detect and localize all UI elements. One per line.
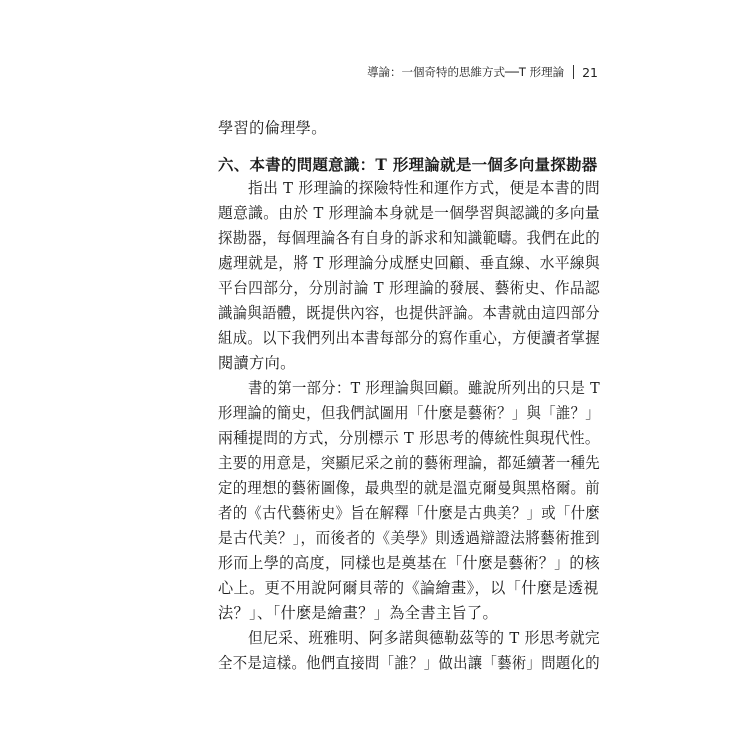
paragraph-line: 學習的倫理學。 — [218, 119, 327, 137]
paragraph-line: 題意識。由於 T 形理論本身就是一個學習與認識的多向量 — [218, 204, 601, 222]
paragraph-line: 全不是這樣。他們直接問「誰？」做出讓「藝術」問題化的 — [218, 654, 601, 672]
paragraph-line: 形理論的簡史，但我們試圖用「什麼是藝術？」與「誰？」 — [218, 404, 601, 422]
paragraph-line: 兩種提問的方式，分別標示 T 形思考的傳統性與現代性。 — [218, 429, 601, 447]
paragraph-line: 法？」、「什麼是繪畫？」為全書主旨了。 — [218, 604, 499, 622]
paragraph-line: 指出 T 形理論的探險特性和運作方式，便是本書的問 — [248, 179, 601, 197]
header-divider — [573, 65, 574, 79]
section-heading: 六、本書的問題意識：T 形理論就是一個多向量探勘器 — [218, 156, 598, 174]
paragraph-line: 是古代美？」，而後者的《美學》則透過辯證法將藝術推到 — [218, 529, 600, 547]
paragraph-line: 平台四部分，分別討論 T 形理論的發展、藝術史、作品認 — [218, 279, 601, 297]
paragraph-line: 書的第一部分：T 形理論與回顧。雖說所列出的只是 T — [248, 379, 600, 397]
paragraph-line: 心上。更不用說阿爾貝蒂的《論繪畫》，以「什麼是透視 — [218, 579, 599, 597]
paragraph-line: 主要的用意是，突顯尼采之前的藝術理論，都延續著一種先 — [218, 454, 601, 472]
paragraph-line: 閱讀方向。 — [218, 354, 296, 372]
paragraph-line: 識論與語體，既提供內容，也提供評論。本書就由這四部分 — [218, 304, 601, 322]
paragraph-line: 者的《古代藝術史》旨在解釋「什麼是古典美？」或「什麼 — [218, 504, 601, 522]
running-title: 導論：一個奇特的思維方式──T 形理論 — [367, 65, 565, 79]
paragraph-line: 定的理想的藝術圖像，最典型的就是溫克爾曼與黑格爾。前 — [218, 479, 601, 497]
paragraph-line: 但尼采、班雅明、阿多諾與德勒茲等的 T 形思考就完 — [248, 629, 601, 647]
paragraph-line: 組成。以下我們列出本書每部分的寫作重心，方便讀者掌握 — [218, 329, 601, 347]
page-number: 21 — [582, 64, 598, 80]
paragraph-line: 處理就是，將 T 形理論分成歷史回顧、垂直線、水平線與 — [218, 254, 601, 272]
paragraph-line: 探勘器，每個理論各有自身的訴求和知識範疇。我們在此的 — [218, 229, 601, 247]
running-header — [367, 62, 598, 82]
paragraph-line: 形而上學的高度，同樣也是奠基在「什麼是藝術？」的核 — [218, 554, 600, 572]
